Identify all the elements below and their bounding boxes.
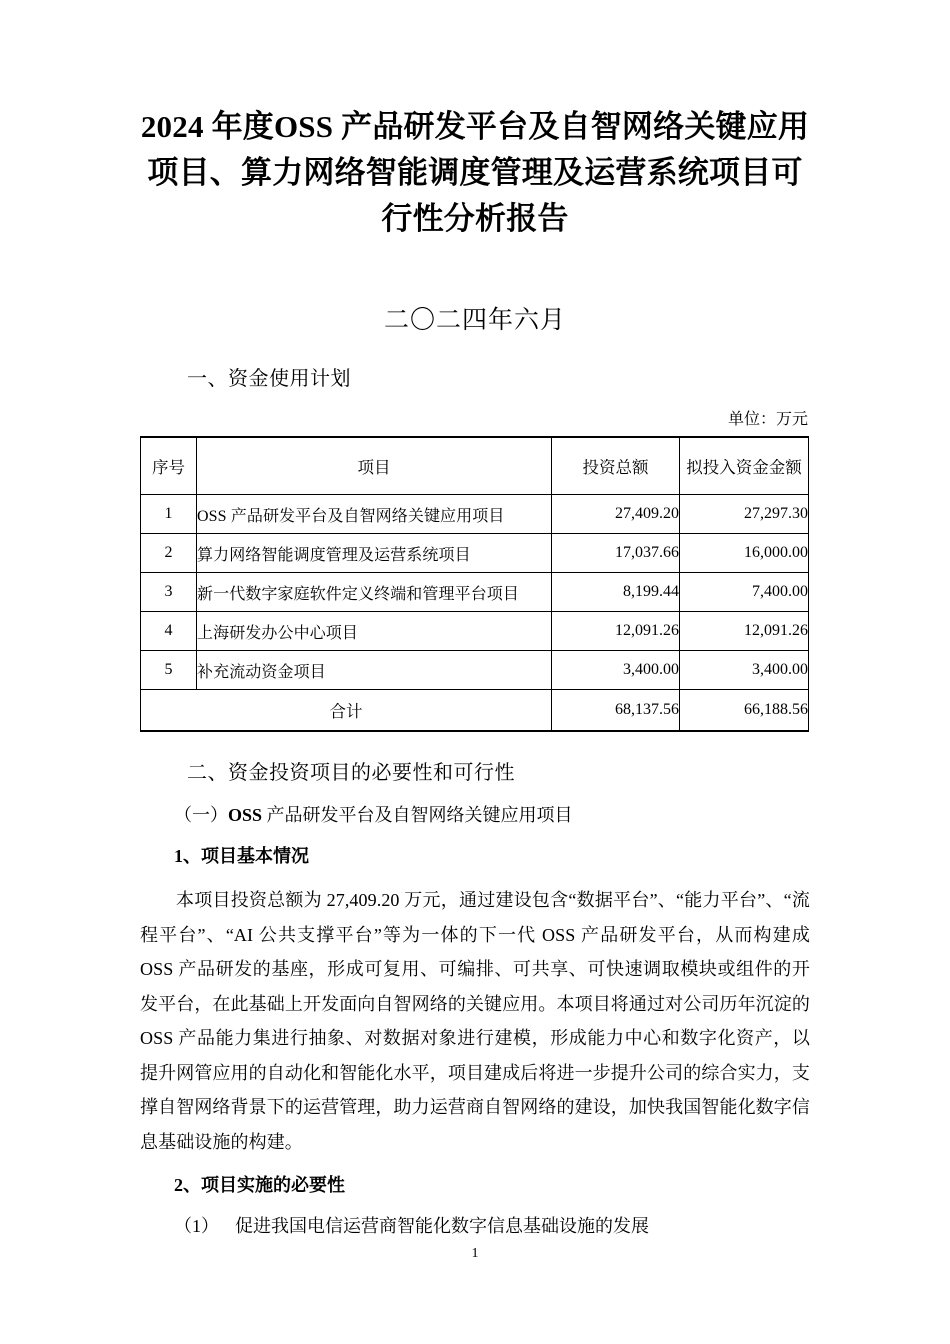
row-no: 1 <box>141 495 197 534</box>
row-planned: 16,000.00 <box>680 534 809 573</box>
row-item: 新一代数字家庭软件定义终端和管理平台项目 <box>197 573 552 612</box>
row-total: 27,409.20 <box>552 495 680 534</box>
total-planned-sum: 66,188.56 <box>680 690 809 732</box>
column-header-planned-amount: 拟投入资金金额 <box>680 437 809 495</box>
table-row <box>141 495 809 534</box>
item-one-paragraph: 本项目投资总额为 27,409.20 万元，通过建设包含“数据平台”、“能力平台”、“流程平台”、“AI 公共支撑平台”等为一体的下一代 OSS 产品研发平台，从而构建成 OSS 产品研发的基座，形成可复用、可编排、可共享、可快速调取模块或组件的开发平台，在此基础上开发面向自智网络的关键应用。本项目将通过对公司历年沉淀的 OSS 产品能力集进行抽象、对数据对象进行建模，形成能力中心和数字化资产，以提升网管应用的自动化和智能化水平，项目建成后将进一步提升公司的综合实力，支撑自智网络背景下的运营管理，助力运营商自智网络的建设，加快我国智能化数字信息基础设施的构建。 <box>140 890 810 1152</box>
fund-usage-table <box>140 436 809 732</box>
column-header-total-investment: 投资总额 <box>552 437 680 495</box>
section-heading-two: 二、资金投资项目的必要性和可行性 <box>187 762 515 784</box>
row-planned: 7,400.00 <box>680 573 809 612</box>
column-header-item: 项目 <box>197 437 552 495</box>
row-total: 12,091.26 <box>552 612 680 651</box>
row-item: 算力网络智能调度管理及运营系统项目 <box>197 534 552 573</box>
row-no: 4 <box>141 612 197 651</box>
table-total-row <box>141 690 809 732</box>
subsection-bold-term: OSS <box>228 805 263 825</box>
item-one-heading: 1、项目基本情况 <box>174 846 309 866</box>
list-item-text: 促进我国电信运营商智能化数字信息基础设施的发展 <box>235 1216 649 1236</box>
table-unit-label: 单位：万元 <box>727 411 808 428</box>
row-planned: 12,091.26 <box>680 612 809 651</box>
list-item <box>140 1200 810 1241</box>
table-row <box>141 612 809 651</box>
total-investment-sum: 68,137.56 <box>552 690 680 732</box>
section-heading-one: 一、资金使用计划 <box>187 368 351 390</box>
subsection-rest: 产品研发平台及自智网络关键应用项目 <box>262 805 573 825</box>
row-no: 5 <box>141 651 197 690</box>
row-item: 补充流动资金项目 <box>197 651 552 690</box>
row-no: 3 <box>141 573 197 612</box>
list-item-marker: （1） <box>174 1216 219 1236</box>
item-two-heading: 2、项目实施的必要性 <box>174 1175 345 1195</box>
table-row <box>141 651 809 690</box>
table-header-row <box>141 437 809 495</box>
page-number: 1 <box>471 1246 479 1261</box>
row-planned: 3,400.00 <box>680 651 809 690</box>
document-title: 2024 年度OSS 产品研发平台及自智网络关键应用项目、算力网络智能调度管理及运营系统项目可行性分析报告 <box>140 109 810 236</box>
table-row <box>141 573 809 612</box>
subsection-prefix: （一） <box>174 805 228 825</box>
row-no: 2 <box>141 534 197 573</box>
row-planned: 27,297.30 <box>680 495 809 534</box>
row-item: OSS 产品研发平台及自智网络关键应用项目 <box>197 495 552 534</box>
row-total: 3,400.00 <box>552 651 680 690</box>
subsection-heading-one <box>140 789 810 830</box>
column-header-no: 序号 <box>141 437 197 495</box>
total-label: 合计 <box>141 690 552 732</box>
table-row <box>141 534 809 573</box>
document-date: 二〇二四年六月 <box>383 307 566 334</box>
row-total: 8,199.44 <box>552 573 680 612</box>
row-total: 17,037.66 <box>552 534 680 573</box>
row-item: 上海研发办公中心项目 <box>197 612 552 651</box>
